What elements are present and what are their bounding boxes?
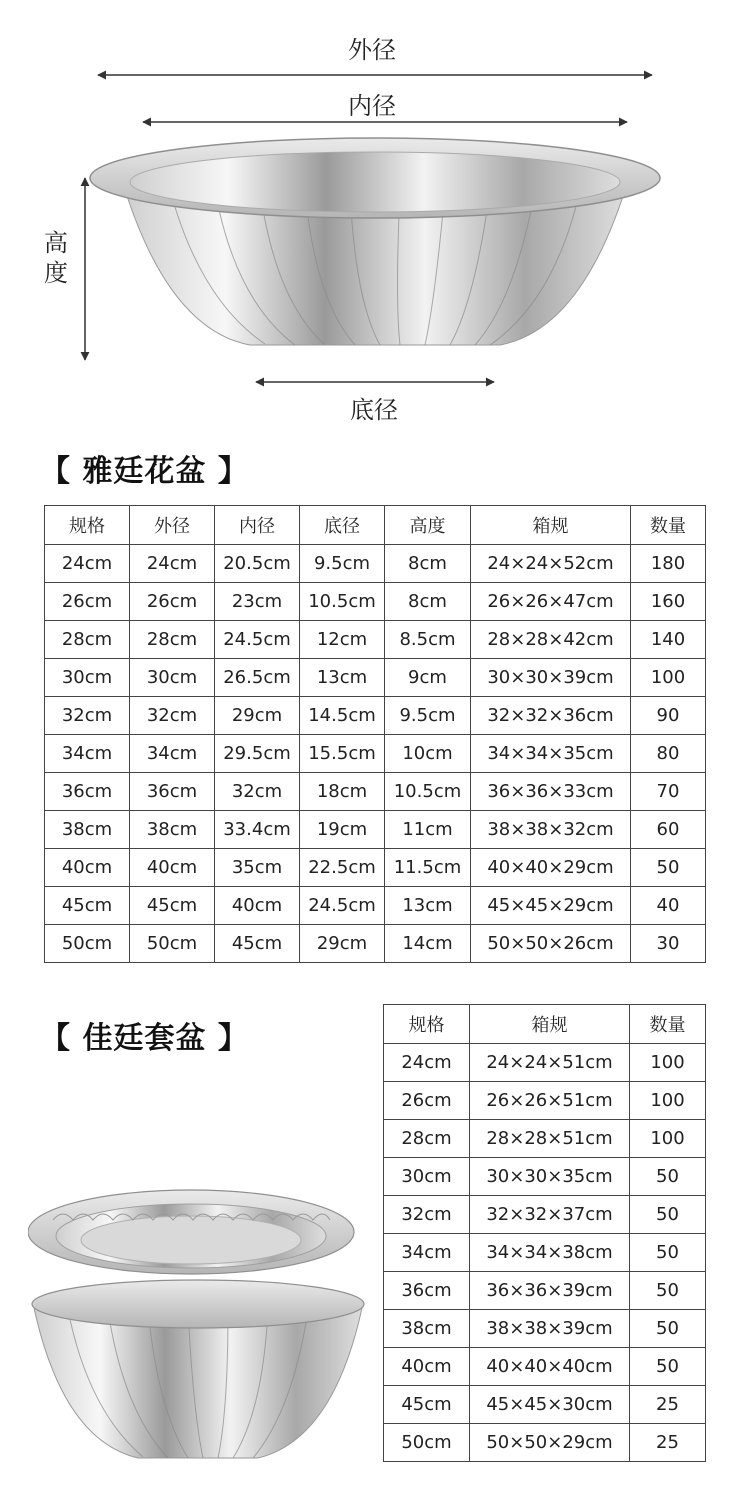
table-cell: 32cm <box>130 697 215 735</box>
table-cell: 8cm <box>385 583 471 621</box>
header-cell: 外径 <box>130 506 215 545</box>
header-cell: 箱规 <box>470 1005 630 1044</box>
table-cell: 30×30×39cm <box>471 659 631 697</box>
table-cell: 30×30×35cm <box>470 1158 630 1196</box>
table-cell: 50 <box>630 1272 706 1310</box>
table-row <box>45 887 706 925</box>
table-cell: 34cm <box>130 735 215 773</box>
table-cell: 28cm <box>45 621 130 659</box>
table-cell: 70 <box>631 773 706 811</box>
table-cell: 34cm <box>45 735 130 773</box>
table-row <box>45 849 706 887</box>
table-row <box>384 1044 706 1082</box>
table-row <box>45 697 706 735</box>
table-cell: 180 <box>631 545 706 583</box>
table-cell: 36×36×33cm <box>471 773 631 811</box>
table-cell: 29cm <box>215 697 300 735</box>
table-cell: 30cm <box>45 659 130 697</box>
section2-title: 【 佳廷套盆 】 <box>40 1021 249 1056</box>
height-label-text: 高度 <box>44 229 68 287</box>
table-cell: 10cm <box>385 735 471 773</box>
table-cell: 8cm <box>385 545 471 583</box>
table-cell: 100 <box>630 1044 706 1082</box>
table-cell: 40cm <box>45 849 130 887</box>
table-cell: 40cm <box>130 849 215 887</box>
table-cell: 29.5cm <box>215 735 300 773</box>
table-cell: 45cm <box>45 887 130 925</box>
table-header-row <box>45 506 706 545</box>
table-cell: 18cm <box>300 773 385 811</box>
table-row <box>45 621 706 659</box>
outer-diameter-label: 外径 <box>348 36 396 64</box>
table-cell: 9.5cm <box>385 697 471 735</box>
header-cell: 规格 <box>45 506 130 545</box>
table-row <box>45 545 706 583</box>
table-cell: 13cm <box>385 887 471 925</box>
table-cell: 24cm <box>130 545 215 583</box>
table-cell: 11cm <box>385 811 471 849</box>
table-cell: 38×38×39cm <box>470 1310 630 1348</box>
table-cell: 45cm <box>384 1386 470 1424</box>
nested-bowls-image <box>28 1180 368 1480</box>
table-cell: 25 <box>630 1386 706 1424</box>
table-cell: 9.5cm <box>300 545 385 583</box>
table-cell: 26×26×47cm <box>471 583 631 621</box>
table-cell: 24×24×51cm <box>470 1044 630 1082</box>
table-cell: 24×24×52cm <box>471 545 631 583</box>
table-cell: 14.5cm <box>300 697 385 735</box>
table-cell: 45×45×30cm <box>470 1386 630 1424</box>
table-cell: 32×32×36cm <box>471 697 631 735</box>
table-cell: 24cm <box>45 545 130 583</box>
table-cell: 160 <box>631 583 706 621</box>
table-cell: 11.5cm <box>385 849 471 887</box>
table-cell: 28cm <box>130 621 215 659</box>
table-row <box>45 925 706 963</box>
header-cell: 数量 <box>631 506 706 545</box>
header-cell: 箱规 <box>471 506 631 545</box>
table-cell: 34×34×35cm <box>471 735 631 773</box>
table-cell: 50cm <box>130 925 215 963</box>
table-cell: 28×28×42cm <box>471 621 631 659</box>
table-cell: 50 <box>630 1234 706 1272</box>
table-cell: 50 <box>630 1310 706 1348</box>
bowl-dimension-diagram <box>0 0 750 430</box>
table-row <box>384 1082 706 1120</box>
table-cell: 10.5cm <box>385 773 471 811</box>
bottom-diameter-label: 底径 <box>350 396 398 424</box>
header-cell: 规格 <box>384 1005 470 1044</box>
table-cell: 10.5cm <box>300 583 385 621</box>
table-cell: 50cm <box>384 1424 470 1462</box>
table-row <box>45 735 706 773</box>
table-cell: 24cm <box>384 1044 470 1082</box>
table-cell: 12cm <box>300 621 385 659</box>
section1-spec-table <box>44 505 706 963</box>
table-cell: 100 <box>631 659 706 697</box>
table-cell: 28cm <box>384 1120 470 1158</box>
table-cell: 50 <box>630 1348 706 1386</box>
table-cell: 8.5cm <box>385 621 471 659</box>
table-cell: 50 <box>630 1158 706 1196</box>
table-row <box>384 1386 706 1424</box>
table-cell: 36cm <box>384 1272 470 1310</box>
table-cell: 30cm <box>130 659 215 697</box>
table-cell: 9cm <box>385 659 471 697</box>
table-cell: 50cm <box>45 925 130 963</box>
table-row <box>384 1158 706 1196</box>
table-cell: 40 <box>631 887 706 925</box>
table-cell: 80 <box>631 735 706 773</box>
table-cell: 32cm <box>384 1196 470 1234</box>
table-row <box>384 1348 706 1386</box>
table-row <box>384 1310 706 1348</box>
section2-spec-table <box>383 1004 706 1462</box>
table-cell: 50×50×26cm <box>471 925 631 963</box>
bowl-image <box>90 138 660 345</box>
table-cell: 40×40×29cm <box>471 849 631 887</box>
table-cell: 26cm <box>45 583 130 621</box>
table-cell: 100 <box>630 1120 706 1158</box>
table-cell: 22.5cm <box>300 849 385 887</box>
table-cell: 60 <box>631 811 706 849</box>
table-cell: 24.5cm <box>215 621 300 659</box>
table-cell: 13cm <box>300 659 385 697</box>
table-cell: 23cm <box>215 583 300 621</box>
table-cell: 38cm <box>130 811 215 849</box>
table-cell: 20.5cm <box>215 545 300 583</box>
table-cell: 34cm <box>384 1234 470 1272</box>
header-cell: 底径 <box>300 506 385 545</box>
table-cell: 14cm <box>385 925 471 963</box>
table-cell: 45cm <box>215 925 300 963</box>
table-cell: 32×32×37cm <box>470 1196 630 1234</box>
table-row <box>45 811 706 849</box>
table-cell: 45cm <box>130 887 215 925</box>
table-cell: 50 <box>631 849 706 887</box>
table-row <box>45 583 706 621</box>
header-cell: 数量 <box>630 1005 706 1044</box>
table-row <box>384 1272 706 1310</box>
table-cell: 36×36×39cm <box>470 1272 630 1310</box>
table-cell: 30cm <box>384 1158 470 1196</box>
table-cell: 19cm <box>300 811 385 849</box>
table-row <box>45 659 706 697</box>
table-cell: 26.5cm <box>215 659 300 697</box>
table-cell: 50 <box>630 1196 706 1234</box>
table-cell: 32cm <box>215 773 300 811</box>
table-cell: 40cm <box>384 1348 470 1386</box>
table-cell: 28×28×51cm <box>470 1120 630 1158</box>
table-cell: 30 <box>631 925 706 963</box>
table-cell: 40cm <box>215 887 300 925</box>
table-cell: 38cm <box>384 1310 470 1348</box>
inner-diameter-label: 内径 <box>348 92 396 120</box>
table-row <box>45 773 706 811</box>
table-cell: 34×34×38cm <box>470 1234 630 1272</box>
table-cell: 26cm <box>130 583 215 621</box>
section1-title: 【 雅廷花盆 】 <box>40 454 249 489</box>
table-cell: 36cm <box>130 773 215 811</box>
table-row <box>384 1424 706 1462</box>
table-cell: 38×38×32cm <box>471 811 631 849</box>
header-cell: 高度 <box>385 506 471 545</box>
table-row <box>384 1120 706 1158</box>
table-cell: 90 <box>631 697 706 735</box>
table-header-row <box>384 1005 706 1044</box>
table-cell: 100 <box>630 1082 706 1120</box>
table-cell: 26cm <box>384 1082 470 1120</box>
table-cell: 35cm <box>215 849 300 887</box>
header-cell: 内径 <box>215 506 300 545</box>
table-cell: 26×26×51cm <box>470 1082 630 1120</box>
table-cell: 50×50×29cm <box>470 1424 630 1462</box>
table-cell: 38cm <box>45 811 130 849</box>
table-row <box>384 1234 706 1272</box>
table-cell: 40×40×40cm <box>470 1348 630 1386</box>
table-cell: 33.4cm <box>215 811 300 849</box>
table-cell: 15.5cm <box>300 735 385 773</box>
table-cell: 25 <box>630 1424 706 1462</box>
table-row <box>384 1196 706 1234</box>
table-cell: 32cm <box>45 697 130 735</box>
table-cell: 29cm <box>300 925 385 963</box>
table-cell: 36cm <box>45 773 130 811</box>
table-cell: 140 <box>631 621 706 659</box>
table-cell: 24.5cm <box>300 887 385 925</box>
table-cell: 45×45×29cm <box>471 887 631 925</box>
